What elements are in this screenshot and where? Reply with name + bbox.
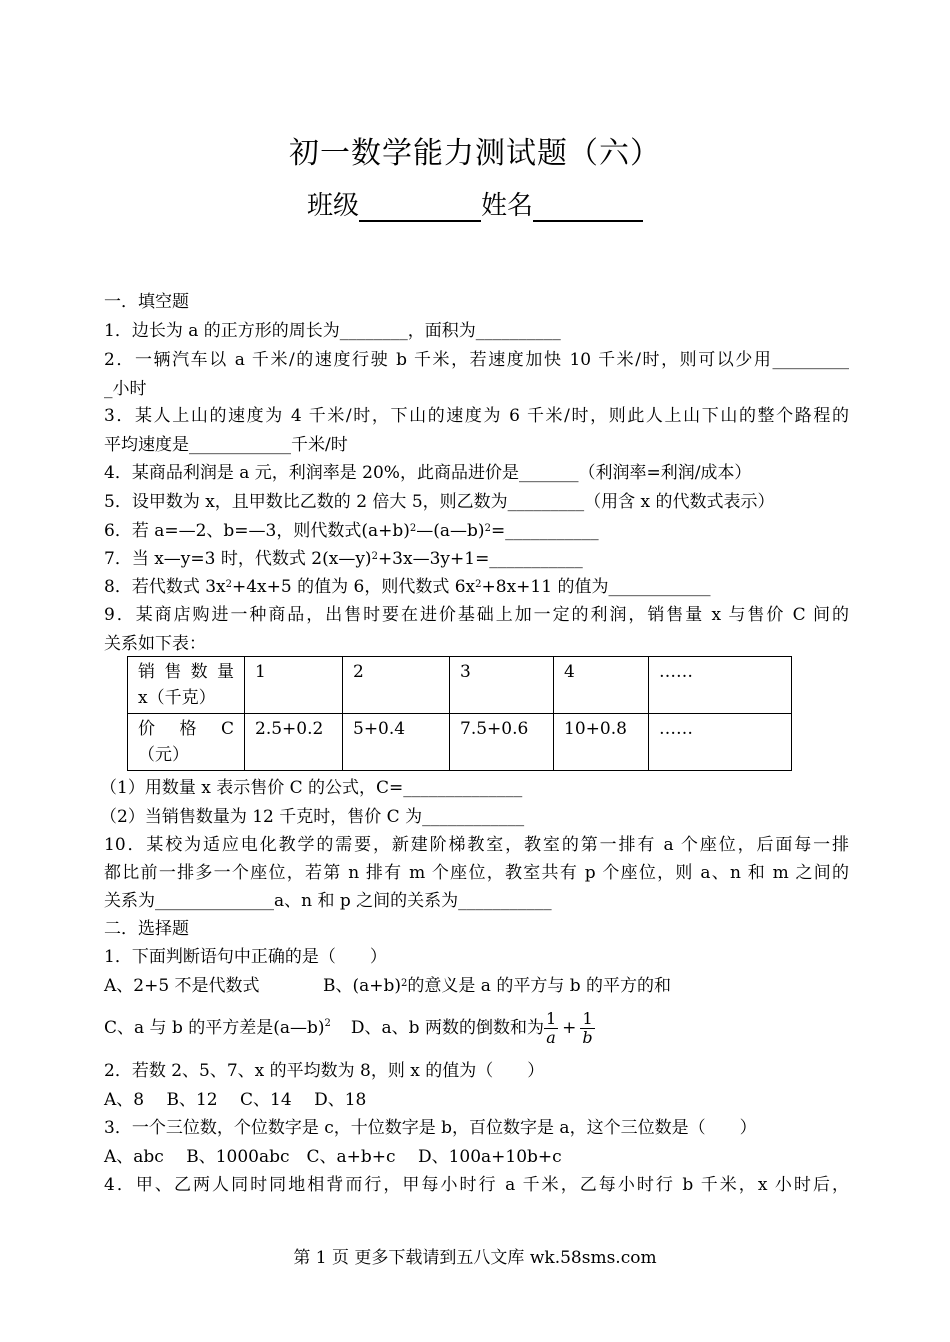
table-cell: 2.5+0.2 (245, 714, 343, 771)
question-10-line-3: 关系为______________a、n 和 p 之间的关系为___________ (104, 891, 552, 911)
section-heading-fill-blank: 一．填空题 (104, 292, 189, 312)
choice-question-1-options-ab (104, 975, 849, 997)
choice-question-3-options: A、abc B、1000abc C、a+b+c D、100a+10b+c (104, 1147, 562, 1167)
question-7 (104, 548, 849, 570)
table-cell: 4 (554, 657, 649, 714)
question-9-part-2: （2）当销售数量为 12 千克时，售价 C 为____________ (100, 807, 525, 827)
question-3-line-2: 平均速度是____________千米/时 (104, 435, 348, 455)
option-c-text: C、a 与 b 的平方差是(a—b) (104, 1018, 325, 1038)
class-label: 班级 (306, 191, 359, 221)
choice-question-1-options-cd (104, 1004, 849, 1052)
table-cell: …… (649, 657, 792, 714)
page-footer: 第 1 页 更多下载请到五八文库 wk.58sms.com (293, 1248, 657, 1268)
exponent: 2 (409, 523, 417, 534)
table-cell: 销 售 数 量 x（千克） (128, 657, 245, 714)
fraction-one-over-b: $\frac{1}{b}$ (582, 1009, 593, 1047)
student-info-header (0, 185, 950, 222)
question-4: 4．某商品利润是 a 元，利润率是 20%，此商品进价是_______（利润率=利润/成本） (104, 463, 752, 483)
question-2-line-1: 2．一辆汽车以 a 千米/的速度行驶 b 千米，若速度加快 10 千米/时，则可以少用_________ (104, 350, 849, 370)
question-10-line-1: 10．某校为适应电化教学的需要，新建阶梯教室，教室的第一排有 a 个座位，后面每一排 (104, 835, 849, 855)
question-2-line-2: _小时 (104, 379, 147, 399)
q8-text-b: +4x+5 的值为 6，则代数式 6x (232, 577, 476, 597)
exponent: 2 (475, 579, 482, 590)
choice-question-1: 1．下面判断语句中正确的是（ ） (104, 947, 387, 967)
table-cell: 3 (450, 657, 554, 714)
question-3-line-1: 3．某人上山的速度为 4 千米/时，下山的速度为 6 千米/时，则此人上山下山的整个路程的 (104, 406, 849, 426)
choice-question-2-options: A、8 B、12 C、14 D、18 (104, 1090, 367, 1110)
table-cell: …… (649, 714, 792, 771)
fraction-one-over-a: $\frac{1}{a}$ (545, 1009, 557, 1047)
name-label: 姓名 (481, 191, 534, 221)
question-5: 5．设甲数为 x，且甲数比乙数的 2 倍大 5，则乙数为_________（用含 x 的代数式表示） (104, 492, 775, 512)
table-cell: 5+0.4 (343, 714, 450, 771)
question-9-line-1: 9．某商店购进一种商品，出售时要在进价基础上加一定的利润，销售量 x 与售价 C 间的 (104, 605, 849, 625)
question-10-line-2: 都比前一排多一个座位，若第 n 排有 m 个座位，教室共有 p 个座位，则 a、n 和 m 之间的 (104, 863, 849, 883)
option-b-text-b: 的意义是 a 的平方与 b 的平方的和 (407, 976, 672, 996)
question-6 (104, 520, 849, 542)
table-cell: 2 (343, 657, 450, 714)
table-cell: 1 (245, 657, 343, 714)
exponent: 2 (371, 551, 378, 562)
table-row (128, 657, 792, 714)
name-blank[interactable] (533, 194, 643, 222)
page-title: 初一数学能力测试题（六） (289, 136, 661, 171)
exponent: 2 (484, 523, 491, 534)
price-quantity-table (127, 656, 792, 771)
q7-text-b: +3x—3y+1=___________ (377, 549, 583, 569)
choice-question-4: 4．甲、乙两人同时同地相背而行，甲每小时行 a 千米，乙每小时行 b 千米，x 小时后， (104, 1175, 849, 1195)
class-blank[interactable] (359, 194, 481, 222)
question-9-part-1: （1）用数量 x 表示售价 C 的公式，C=______________ (100, 778, 523, 798)
question-1: 1．边长为 a 的正方形的周长为________，面积为__________ (104, 321, 561, 341)
table-row (128, 714, 792, 771)
exponent: 2 (324, 1018, 331, 1029)
option-a: A、2+5 不是代数式 (104, 976, 260, 996)
plus-sign: + (562, 1018, 577, 1038)
option-d-text: D、a、b 两数的倒数和为 (350, 1018, 544, 1038)
q7-text-a: 7．当 x—y=3 时，代数式 2(x—y) (104, 549, 372, 569)
table-cell: 10+0.8 (554, 714, 649, 771)
q6-text-c: =___________ (490, 521, 599, 541)
q6-text-a: 6．若 a=—2、b=—3，则代数式(a+b) (104, 521, 410, 541)
table-cell: 价 格 C（元） (128, 714, 245, 771)
question-8 (104, 576, 849, 598)
exponent: 2 (401, 978, 408, 989)
exponent: 2 (225, 579, 232, 590)
option-b-text-a: B、(a+b) (323, 976, 402, 996)
choice-question-2: 2．若数 2、5、7、x 的平均数为 8，则 x 的值为（ ） (104, 1061, 545, 1081)
question-9-line-2: 关系如下表： (104, 634, 206, 654)
table-cell: 7.5+0.6 (450, 714, 554, 771)
q6-text-b: —(a—b) (416, 521, 485, 541)
choice-question-3: 3．一个三位数，个位数字是 c，十位数字是 b，百位数字是 a，这个三位数是（ ） (104, 1118, 757, 1138)
q8-text-c: +8x+11 的值为____________ (481, 577, 711, 597)
q8-text-a: 8．若代数式 3x (104, 577, 226, 597)
section-heading-choice: 二．选择题 (104, 919, 189, 939)
